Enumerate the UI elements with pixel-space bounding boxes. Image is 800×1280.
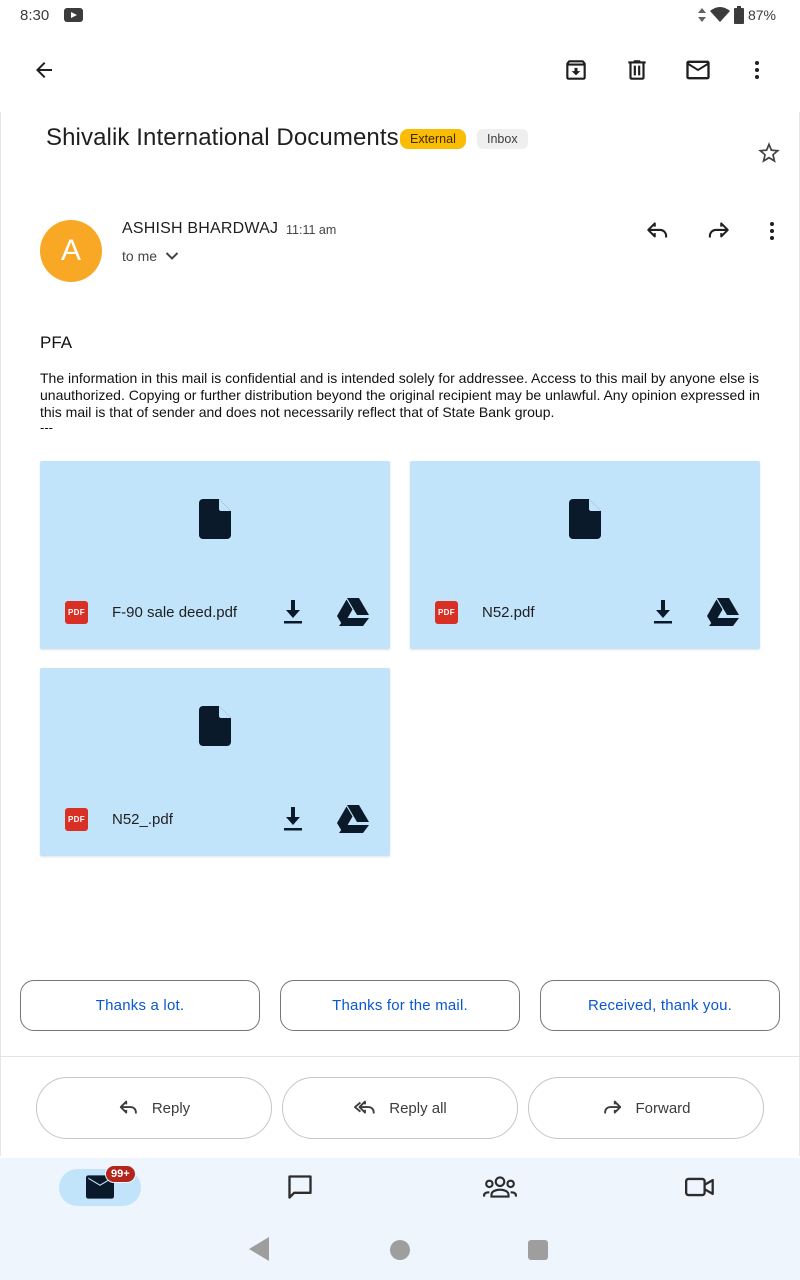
- email-subject: Shivalik International Documents: [46, 124, 399, 151]
- arrow-back-icon: [32, 58, 56, 82]
- nav-spaces[interactable]: [480, 1170, 520, 1204]
- attachment-card[interactable]: [40, 461, 390, 649]
- system-home-icon[interactable]: [389, 1239, 411, 1261]
- mark-unread-button[interactable]: [678, 48, 718, 92]
- top-app-bar: [0, 40, 800, 104]
- star-outline-icon: [756, 140, 782, 166]
- reply-label: Reply: [151, 1099, 191, 1117]
- youtube-notification-icon: [64, 8, 83, 22]
- smart-reply-chip[interactable]: Thanks for the mail.: [280, 980, 520, 1031]
- data-arrows-icon: [698, 8, 706, 22]
- attachment-card[interactable]: [40, 668, 390, 856]
- status-icons: [698, 6, 776, 24]
- battery-icon: [734, 6, 744, 24]
- more-vert-icon: [745, 58, 769, 82]
- reply-all-label: Reply all: [389, 1099, 447, 1117]
- divider: [0, 1056, 800, 1057]
- pdf-badge-icon: PDF: [435, 601, 458, 624]
- smart-reply-chip[interactable]: Thanks a lot.: [20, 980, 260, 1031]
- nav-meet[interactable]: [682, 1170, 718, 1204]
- nav-chat[interactable]: [282, 1170, 318, 1204]
- reply-button[interactable]: [36, 1077, 272, 1139]
- recipient-details-toggle[interactable]: [122, 248, 179, 264]
- video-camera-icon: [685, 1175, 715, 1199]
- bottom-navigation: [0, 1158, 800, 1280]
- attachment-name: F-90 sale deed.pdf: [112, 604, 238, 621]
- download-icon[interactable]: [283, 807, 303, 831]
- body-separator: ---: [40, 420, 53, 435]
- system-back-icon[interactable]: [248, 1236, 270, 1262]
- drive-icon[interactable]: [707, 598, 739, 626]
- forward-label: Forward: [635, 1099, 691, 1117]
- trash-icon: [624, 57, 650, 83]
- file-icon: [199, 499, 231, 539]
- wifi-icon: [710, 7, 730, 23]
- drive-icon[interactable]: [337, 598, 369, 626]
- attachment-name: N52.pdf: [482, 604, 535, 621]
- reply-all-icon: [353, 1097, 377, 1119]
- reply-icon: [118, 1097, 140, 1119]
- star-button[interactable]: [752, 136, 786, 170]
- pdf-badge-icon: PDF: [65, 808, 88, 831]
- archive-icon: [563, 57, 589, 83]
- back-button[interactable]: [24, 48, 64, 92]
- reply-icon: [645, 218, 671, 244]
- label-external: External: [400, 129, 466, 149]
- left-edge-line: [0, 112, 1, 1156]
- status-time: 8:30: [20, 7, 50, 24]
- file-icon: [199, 706, 231, 746]
- delete-button[interactable]: [617, 48, 657, 92]
- reply-all-button[interactable]: [282, 1077, 518, 1139]
- forward-icon-button[interactable]: [700, 214, 736, 248]
- people-group-icon: [483, 1173, 517, 1201]
- recipient-label: to me: [122, 248, 158, 264]
- attachment-name: N52_.pdf: [112, 811, 173, 828]
- label-inbox[interactable]: Inbox: [477, 129, 528, 149]
- reply-icon-button[interactable]: [640, 214, 676, 248]
- forward-icon: [705, 218, 731, 244]
- system-recents-icon[interactable]: [527, 1239, 549, 1261]
- more-options-button[interactable]: [740, 48, 774, 92]
- forward-icon: [601, 1097, 623, 1119]
- download-icon[interactable]: [653, 600, 673, 624]
- forward-button[interactable]: [528, 1077, 764, 1139]
- drive-icon[interactable]: [337, 805, 369, 833]
- pdf-badge-icon: PDF: [65, 601, 88, 624]
- message-more-button[interactable]: [758, 214, 786, 248]
- attachment-card[interactable]: [410, 461, 760, 649]
- archive-button[interactable]: [556, 48, 596, 92]
- mail-icon: [684, 56, 712, 84]
- sender-avatar[interactable]: A: [40, 220, 102, 282]
- chat-icon: [286, 1173, 314, 1201]
- chevron-down-icon: [165, 251, 179, 261]
- download-icon[interactable]: [283, 600, 303, 624]
- more-vert-icon: [760, 219, 784, 243]
- unread-count-badge: 99+: [105, 1165, 136, 1183]
- smart-reply-chip[interactable]: Received, thank you.: [540, 980, 780, 1031]
- body-disclaimer: The information in this mail is confidential and is intended solely for addressee. Access to this mail by anyone else is unauthorized. Copying or further distribution beyond the original recipient may be unlawful. Any opinion expressed in this mail is that of sender and does not necessarily reflect that of State Bank group.: [40, 370, 760, 420]
- battery-percent: 87%: [747, 7, 776, 23]
- sender-name[interactable]: ASHISH BHARDWAJ: [122, 220, 279, 237]
- status-bar: [0, 0, 800, 32]
- sent-time: 11:11 am: [286, 223, 337, 237]
- body-intro: PFA: [40, 333, 73, 352]
- file-icon: [569, 499, 601, 539]
